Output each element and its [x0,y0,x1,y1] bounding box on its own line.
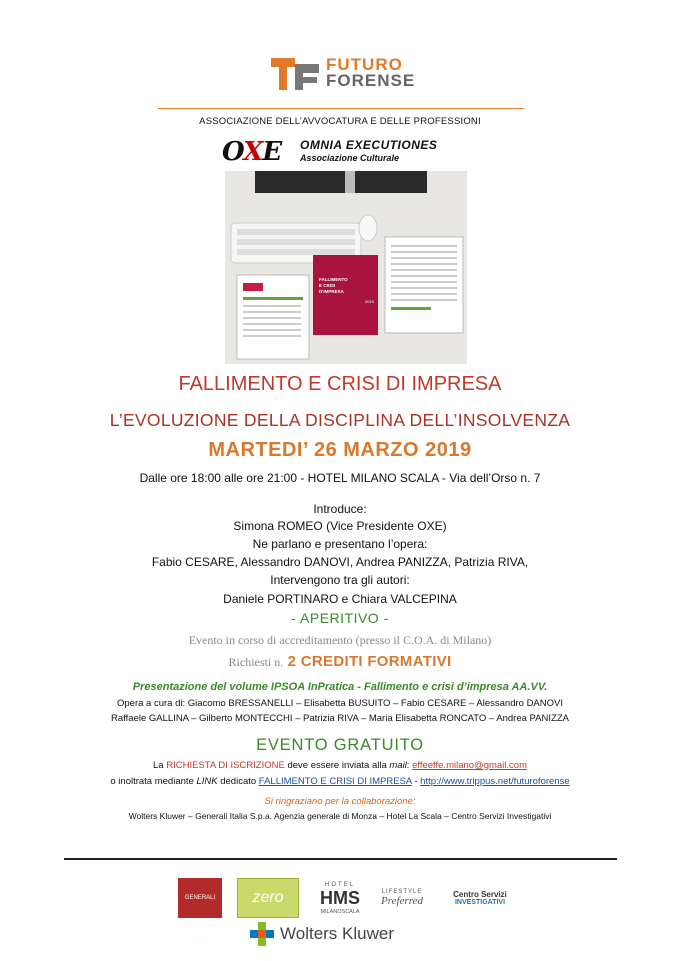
hms-hotel-logo [310,878,370,918]
oxe-name: OMNIA EXECUTIONES [300,138,438,152]
zero-label: zero [252,889,284,906]
centro-label: Centro Servizi [453,890,507,899]
credits-count: 2 CREDITI FORMATIVI [287,653,452,670]
oxe-subtitle: Associazione Culturale [300,153,400,163]
editors-line-2: Raffaele GALLINA – Gilberto MONTECCHI – Patrizia RIVA – Maria Elisabetta RONCATO – Andrea PANIZZA [111,713,569,724]
preferred-lifestyle-logo [374,878,430,918]
reg-link-text: o inoltrata mediante [110,776,197,787]
hms-top: HOTEL [324,881,355,888]
thanks-heading: Si ringraziano per la collaborazione: [264,796,416,807]
generali-logo [178,878,222,918]
registration-event-link[interactable]: FALLIMENTO E CRISI DI IMPRESA [258,776,412,787]
speakers-names: Fabio CESARE, Alessandro DANOVI, Andrea PANIZZA, Patrizia RIVA, [151,555,529,569]
book-hero-image [225,171,467,364]
generali-label: GENERALI [184,895,216,901]
partners-list: Wolters Kluwer – Generali Italia S.p.a. Agenzia generale di Monza – Hotel La Scala – Centro Servizi Investigativi [128,811,552,821]
event-date: MARTEDI’ 26 MARZO 2019 [208,439,472,461]
svg-text:E CRISI: E CRISI [319,283,336,288]
centro-servizi-logo [436,878,524,918]
reg-link-word: LINK [196,776,218,787]
editors-line-1: Opera a cura di: Giacomo BRESSANELLI – Elisabetta BUSUITO – Fabio CESARE – Alessandro DANOVI [117,698,563,709]
svg-text:D'IMPRESA: D'IMPRESA [319,289,344,294]
event-title: FALLIMENTO E CRISI DI IMPRESA [178,373,502,395]
reg-colon: : [406,760,413,771]
reg-text-2: deve essere inviata alla [284,760,390,771]
credits-line [0,653,680,671]
speakers-label: Ne parlano e presentano l’opera: [252,537,428,551]
aperitivo: - APERITIVO - [291,610,389,626]
reg-dash: - [411,776,421,787]
header-divider [158,108,524,109]
registration-email-link[interactable]: effeeffe.milano@gmail.com [412,760,527,771]
futuro-forense-logo-icon [271,58,323,90]
svg-text:FALLIMENTO: FALLIMENTO [319,277,348,282]
logo-text-futuro: FUTURO [326,55,403,74]
reg-link-text-2: dedicato [217,776,259,787]
introduce-label: Introduce: [313,502,367,516]
reg-mail-word: mail [389,760,407,771]
authors-label: Intervengono tra gli autori: [270,573,410,587]
association-name: ASSOCIAZIONE DELL’AVVOCATURA E DELLE PROFESSIONI [199,116,481,127]
hms-bottom: MILANOSCALA [320,908,360,915]
registration-url-link[interactable]: http://www.trippus.net/futuroforense [420,776,570,787]
reg-request-label: RICHIESTA DI ISCRIZIONE [166,760,285,771]
introduce-name: Simona ROMEO (Vice Presidente OXE) [233,519,447,533]
hms-label: HMS [320,887,360,908]
registration-line-2 [0,776,680,787]
authors-names: Daniele PORTINARO e Chiara VALCEPINA [223,592,457,606]
wolters-kluwer-label: Wolters Kluwer [280,924,394,943]
footer-divider [64,858,617,860]
volume-presentation: Presentazione del volume IPSOA InPratica - Fallimento e crisi d’impresa AA.VV. [132,681,548,693]
event-subtitle: L’EVOLUZIONE DELLA DISCIPLINA DELL’INSOLVENZA [109,410,571,430]
zero-logo [237,878,299,918]
svg-text:2019: 2019 [365,299,374,304]
oxe-logo: OXE [222,137,282,167]
credits-prefix: Richiesti n. [228,655,284,669]
wolters-kluwer-icon [250,922,274,946]
accreditation-note: Evento in corso di accreditamento (presso il C.O.A. di Milano) [188,633,492,647]
wolters-kluwer-logo [250,922,394,946]
logo-text-forense: FORENSE [326,71,416,90]
lifestyle-top: LIFESTYLE [381,889,423,895]
preferred-label: Preferred [381,895,423,907]
investigativi-label: INVESTIGATIVI [454,899,506,906]
reg-text: La [153,760,167,771]
free-event-heading: EVENTO GRATUITO [256,736,424,754]
event-time-place: Dalle ore 18:00 alle ore 21:00 - HOTEL MILANO SCALA - Via dell’Orso n. 7 [139,471,541,485]
registration-line-1 [0,760,680,771]
